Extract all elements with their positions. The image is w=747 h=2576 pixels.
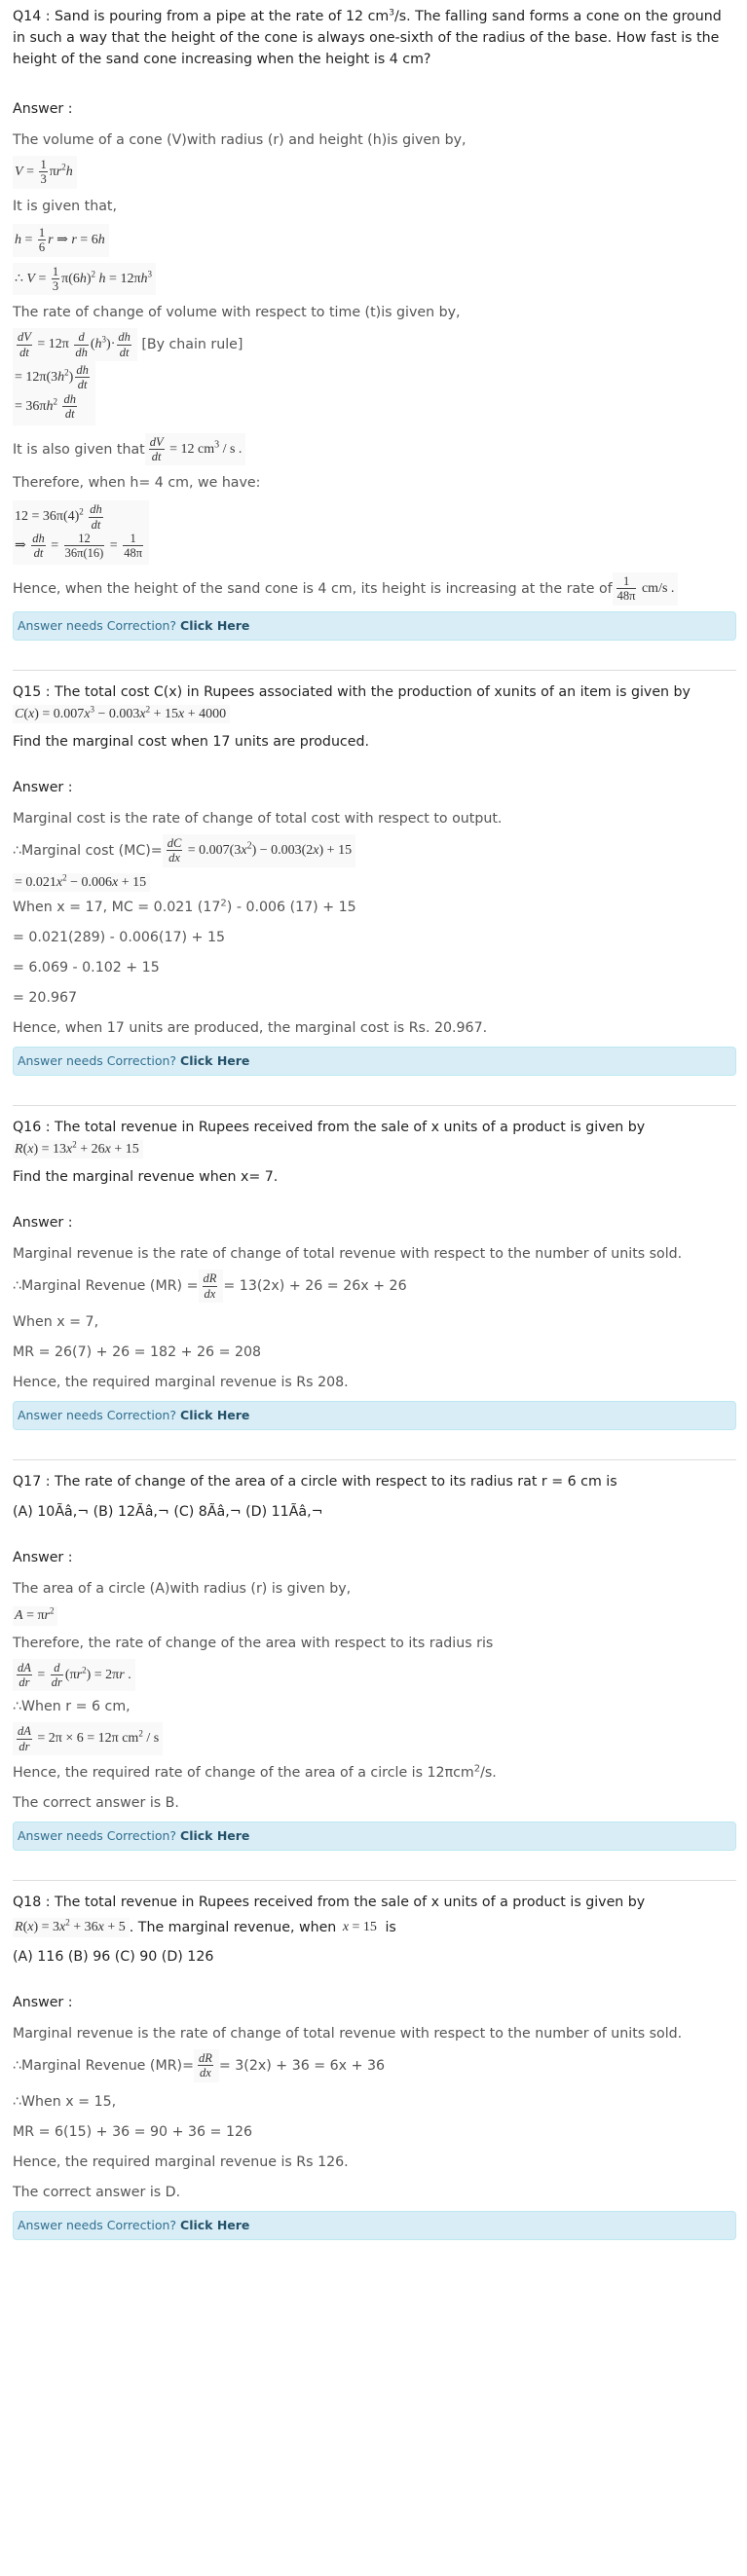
answer-label: Answer : bbox=[13, 101, 73, 117]
answer-line: MR = 26(7) + 26 = 182 + 26 = 208 bbox=[13, 1344, 262, 1361]
click-here-link[interactable]: Click Here bbox=[180, 2217, 250, 2232]
question-number: Q14 : bbox=[13, 9, 51, 24]
answer-line: = 6.069 - 0.102 + 15 bbox=[13, 960, 160, 976]
answer-line: Therefore, when h= 4 cm, we have: bbox=[13, 475, 261, 492]
formula-mc: = $0.021x^2 - 0.006x + 15$ bbox=[13, 873, 736, 892]
answer-line: The rate of change of volume with respect to time (t)is given by, bbox=[13, 305, 461, 321]
question-18-text: Q18 : The total revenue in Rupees received from the sale of x units of a product is given by bbox=[13, 1895, 646, 1911]
answer-line: The correct answer is B. bbox=[13, 1795, 179, 1812]
question-number: Q16 : bbox=[13, 1120, 51, 1136]
question-number: Q15 : bbox=[13, 683, 51, 700]
answer-line: Hence, the required marginal revenue is Rs 208. bbox=[13, 1375, 349, 1391]
answer-line: When x = 17, MC = 0.021 $(17^2) - 0.006$ (17) + 15 bbox=[13, 898, 356, 916]
answer-line: The volume of a cone (V)with radius (r) and height (h)is given by, bbox=[13, 132, 467, 148]
answer-line: = 20.967 bbox=[13, 990, 78, 1007]
answer-line: It is also given that $\frac{dV}{dt}$ = 12 $cm^3$ / s . bbox=[13, 433, 736, 466]
answer-line: Hence, when 17 units are produced, the marginal cost is Rs. 20.967. bbox=[13, 1020, 488, 1037]
answer-line: Marginal cost is the rate of change of total cost with respect to output. bbox=[13, 810, 503, 827]
click-here-link[interactable]: Click Here bbox=[180, 1053, 250, 1069]
question-17 bbox=[13, 1460, 736, 1881]
answer-label: Answer : bbox=[13, 1215, 73, 1232]
question-options: (A) 10Ãâ,¬ (B) 12Ãâ,¬ (C) 8Ãâ,¬ (D) 11Ãâ,¬ bbox=[13, 1504, 323, 1521]
answer-line: Marginal revenue is the rate of change of total revenue with respect to the number of units sold. bbox=[13, 2026, 683, 2042]
formula-area: $A = \pi r^2$ bbox=[13, 1606, 736, 1625]
answer-line: ∴Marginal Revenue (MR) = $\frac{dR}{dx}$ = 13(2x) + 26 = 26x + 26 bbox=[13, 1270, 736, 1303]
answer-line: ∴When r = 6 cm, bbox=[13, 1699, 131, 1715]
answer-label: Answer : bbox=[13, 1995, 73, 2011]
answer-label: Answer : bbox=[13, 1550, 73, 1566]
correction-box: Answer needs Correction? Click Here bbox=[13, 1047, 736, 1076]
question-18-formula-line: $R(x) = 3x^2 + 36x + 5$ . The marginal revenue, when x = 15 is bbox=[15, 1917, 396, 1936]
formula-dadr-6: $\frac{dA}{dr}$ = 2π × 6 = 12π $cm^2$ / s bbox=[13, 1722, 736, 1755]
question-options: (A) 116 (B) 96 (C) 90 (D) 126 bbox=[13, 1949, 214, 1966]
correction-box: Answer needs Correction? Click Here bbox=[13, 1822, 736, 1851]
question-16-text: Q16 : The total revenue in Rupees received from the sale of x units of a product is given by bbox=[13, 1120, 646, 1136]
correction-box: Answer needs Correction? Click Here bbox=[13, 611, 736, 641]
formula-dvdt-2: = $12\pi(3h^2)$ $\frac{dh}{dt}$ = $36\pi h^2$ $\frac{dh}{dt}$ bbox=[13, 361, 736, 425]
formula-dadr: $\frac{dA}{dr}$ = $\frac{d}{dr}$ $(\pi r^2) = 2\pi r$ . bbox=[13, 1659, 736, 1692]
answer-line: = 0.021(289) - 0.006(17) + 15 bbox=[13, 930, 226, 946]
answer-line: ∴Marginal Revenue (MR)= $\frac{dR}{dx}$ = 3(2x) + 36 = 6x + 36 bbox=[13, 2049, 736, 2082]
answer-line: Hence, the required rate of change of the area of a circle is 12πcm$^2$/s. bbox=[13, 1763, 497, 1782]
answer-line: ∴When x = 15, bbox=[13, 2093, 117, 2110]
formula-dvdt: $\frac{dV}{dt}$ = 12π $\frac{d}{dh}$ $(h^3)\cdot$ $\frac{dh}{dt}$ [By chain rule] bbox=[13, 328, 736, 361]
answer-line: It is given that, bbox=[13, 198, 117, 214]
question-number: Q17 : bbox=[13, 1474, 51, 1490]
answer-line: The correct answer is D. bbox=[13, 2184, 181, 2200]
formula-cost: $C(x) = 0.007x^3 - 0.003x^2 + 15x + 4000$ bbox=[13, 705, 736, 723]
question-find: Find the marginal cost when 17 units are produced. bbox=[13, 733, 369, 750]
click-here-link[interactable]: Click Here bbox=[180, 1408, 250, 1423]
click-here-link[interactable]: Click Here bbox=[180, 1828, 250, 1844]
formula-revenue: $R(x) = 13x^2 + 26x + 15$ bbox=[13, 1140, 736, 1159]
question-14 bbox=[13, 6, 736, 671]
question-15-text: Q15 : The total cost C(x) in Rupees associated with the production of xunits of an item is given by bbox=[13, 683, 691, 700]
correction-box: Answer needs Correction? Click Here bbox=[13, 1401, 736, 1430]
question-16 bbox=[13, 1106, 736, 1460]
question-number: Q18 : bbox=[13, 1895, 51, 1911]
question-15 bbox=[13, 671, 736, 1107]
question-find: Find the marginal revenue when x= 7. bbox=[13, 1169, 279, 1186]
formula-h-r: h = $\frac{1}{6}$ r ⇒ r = 6h bbox=[13, 224, 736, 257]
answer-line: The area of a circle (A)with radius (r) is given by, bbox=[13, 1581, 352, 1598]
answer-line: MR = 6(15) + 36 = 90 + 36 = 126 bbox=[13, 2123, 253, 2140]
answer-line: Therefore, the rate of change of the area with respect to its radius ris bbox=[13, 1635, 494, 1651]
question-17-text: Q17 : The rate of change of the area of a circle with respect to its radius rat r = 6 cm is bbox=[13, 1474, 617, 1490]
formula-volume: V = $\frac{1}{3}$ $\pi r^2h$ bbox=[13, 156, 736, 189]
click-here-link[interactable]: Click Here bbox=[180, 617, 250, 633]
answer-line: Hence, when the height of the sand cone is 4 cm, its height is increasing at the rate of $\frac{1}{48\pi}$ cm/s . bbox=[13, 572, 736, 606]
question-14-text: Q14 : Sand is pouring from a pipe at the rate of 12 $cm^3/s$. The falling sand forms a cone on the ground in such a way that the height of the cone is always one-sixth of the radius of the base. How fast is the height of the sand cone increasing when the height is 4 cm? bbox=[13, 8, 722, 67]
question-18 bbox=[13, 1881, 736, 2269]
formula-solve: $12 = 36\pi(4)^2$ $\frac{dh}{dt}$ ⇒ $\frac{dh}{dt}$ = $\frac{12}{36\pi(16)}$ = $\frac{1}{48\pi}$ bbox=[13, 500, 736, 565]
answer-label: Answer : bbox=[13, 779, 73, 795]
answer-line: Hence, the required marginal revenue is Rs 126. bbox=[13, 2153, 349, 2170]
answer-line: When x = 7, bbox=[13, 1314, 99, 1331]
correction-box: Answer needs Correction? Click Here bbox=[13, 2211, 736, 2240]
answer-line: Marginal revenue is the rate of change of total revenue with respect to the number of units sold. bbox=[13, 1246, 683, 1263]
formula-volume-h: ∴ V = $\frac{1}{3}$ $\pi(6h)^2$ $h = 12\pi h^3$ bbox=[13, 263, 736, 296]
answer-line: ∴Marginal cost (MC)= $\frac{dC}{dx}$ = $0.007(3x^2) - 0.003(2x) + 15$ bbox=[13, 834, 736, 867]
